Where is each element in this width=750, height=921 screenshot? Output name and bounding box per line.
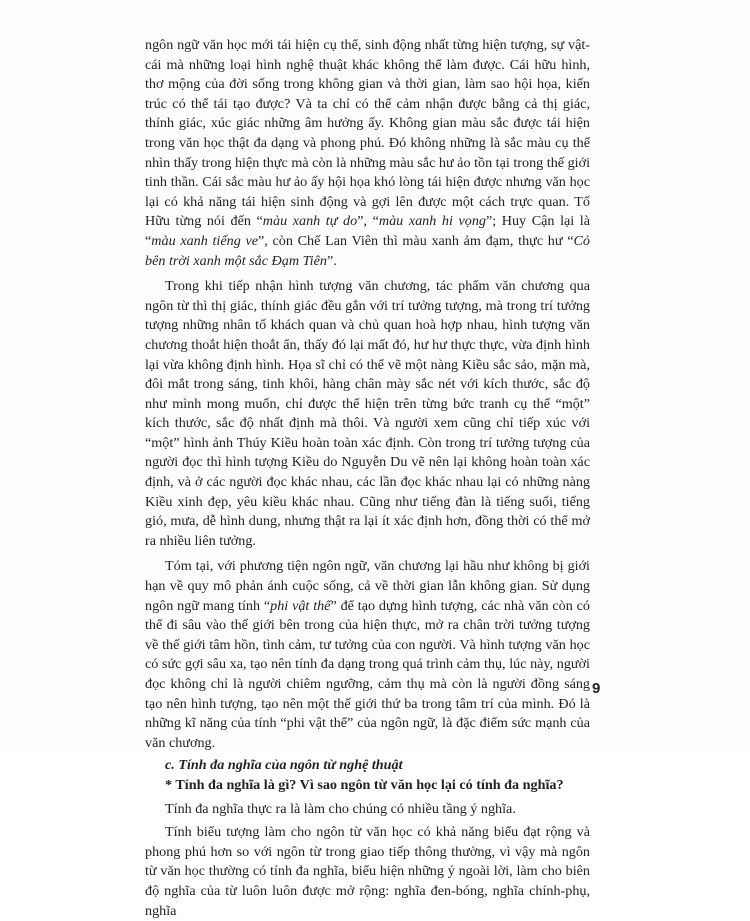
paragraph-3-text-a: Tóm tại, với phương tiện ngôn ngữ, văn chương lại hầu như không bị giới hạn về quy mô phản ánh cuộc sống, cả về thời gian lẫn không gian. Sử dụng ngôn ngữ mang tính “	[145, 558, 590, 614]
paragraph-1-text-b: ”, “	[357, 213, 379, 230]
paragraph-3-text-b: ” để tạo dựng hình tượng, các nhà văn còn có thể đi sâu vào thế giới bên trong của hiện thực, mở ra chân trời tưởng tượng về thế giới tâm hồn, tình cảm, tư tưởng của con người. Và hình tượng văn học có sức gợi sâu xa, tạo nên tính đa dạng trong quá trình cảm thụ, lúc này, người đọc không chỉ là người chiêm ngưỡng, cảm thụ mà còn là người đồng sáng tạo nên hình tượng, tạo nên một thế giới thứ ba trong tâm trí của mình. Đó là những kĩ năng của tính “phi vật thể” của ngôn ngữ, là đặc điểm sức mạnh của văn chương.	[145, 597, 590, 751]
quote-phi-vat-the: phi vật thể	[270, 597, 331, 614]
paragraph-2: Trong khi tiếp nhận hình tượng văn chương, tác phẩm văn chương qua ngôn từ thì thị giác, thính giác đều gắn với trí tưởng tượng, mà trong trí tưởng tượng những nhân tố khách quan và chủ quan hoà hợp nhau, hình tượng văn chương thoắt hiện thoắt ẩn, thấy đó lại mất đó, hư hư thực thực, vừa định hình lại vừa không định hình. Họa sĩ chỉ có thể vẽ một nàng Kiều sắc sảo, mặn mà, đôi mắt trong sáng, tinh khôi, hàng chân mày sắc nét với kích thước, sắc độ như mình mong muốn, chỉ được thể hiện trên từng bức tranh cụ thể “một” kích thước, sắc độ nhất định mà thôi. Và người xem cũng chỉ tiếp xúc với “một” hình ảnh Thúy Kiều hoàn toàn xác định. Còn trong trí tưởng tượng của người đọc thì hình tượng Kiều do Nguyễn Du vẽ nên lại không hoàn toàn xác định, và ở các người đọc khác nhau, các lần đọc khác nhau lại có những nàng Kiều xinh đẹp, yêu kiều khác nhau. Cũng như tiếng đàn là tiếng suối, tiếng gió, mưa, dễ hình dung, nhưng thật ra lại ít xác định hơn, đồng thời có thể mở ra nhiều liên tưởng.	[145, 278, 590, 549]
quote-mau-xanh-tu-do: màu xanh tự do	[262, 213, 358, 230]
question-heading: * Tính đa nghĩa là gì? Vì sao ngôn từ văn học lại có tính đa nghĩa?	[165, 776, 564, 793]
paragraph-1-text-c: ”; Huy Cận lại là “	[145, 213, 590, 249]
paragraph-1-text-d: ”, còn Chế Lan Viên thì màu xanh ảm đạm, thực hư “	[258, 232, 574, 249]
page-body	[145, 36, 590, 921]
section-heading-c: c. Tính đa nghĩa của ngôn từ nghệ thuật	[165, 757, 403, 774]
quote-mau-xanh-hi-vong: màu xanh hi vọng	[378, 213, 486, 230]
quote-mau-xanh-tieng-ve: màu xanh tiếng ve	[151, 232, 259, 249]
quote-dam-tien: Cỏ bên trời xanh một sắc Đạm Tiên	[145, 232, 590, 269]
paragraph-1-text-e: ”.	[326, 252, 337, 269]
paragraph-4: Tính đa nghĩa thực ra là làm cho chúng có nhiều tầng ý nghĩa.	[165, 800, 516, 817]
page-number: 9	[592, 680, 601, 697]
paragraph-3	[145, 557, 590, 753]
paragraph-1-text-a: ngôn ngữ văn học mới tái hiện cụ thể, sinh động nhất từng hiện tượng, sự vật-cái mà những loại hình nghệ thuật khác không thể làm được. Cái hữu hình, thơ mộng của đời sống trong không gian và thời gian, làm sao hội họa, kiến trúc có thể tái tạo được? Và ta chỉ có thể cảm nhận được bằng cả thị giác, thính giác, xúc giác những âm hưởng ấy. Không gian màu sắc được tái hiện trong văn học thật đa dạng và phong phú. Đó không những là sắc màu cụ thể nhìn thấy trong hiện thực mà còn là những màu sắc hư ảo tồn tại trong thế giới tinh thần. Cái sắc màu hư ảo ấy hội họa khó lòng tái hiện được nhưng văn học lại có khả năng tái hiện sinh động và gợi lên được một cách trực quan. Tố Hữu từng nói đến “	[145, 37, 590, 230]
paragraph-1	[145, 36, 590, 271]
paragraph-5: Tính biểu tượng làm cho ngôn từ văn học có khả năng biểu đạt rộng và phong phú hơn so với ngôn từ trong giao tiếp thông thường, vì vậy mà ngôn từ văn học thường có tính đa nghĩa, biểu hiện những ý ngoài lời, làm cho biên độ nghĩa của từ luôn luôn được mở rộng: nghĩa đen-bóng, nghĩa chính-phụ, nghĩa	[145, 824, 590, 919]
